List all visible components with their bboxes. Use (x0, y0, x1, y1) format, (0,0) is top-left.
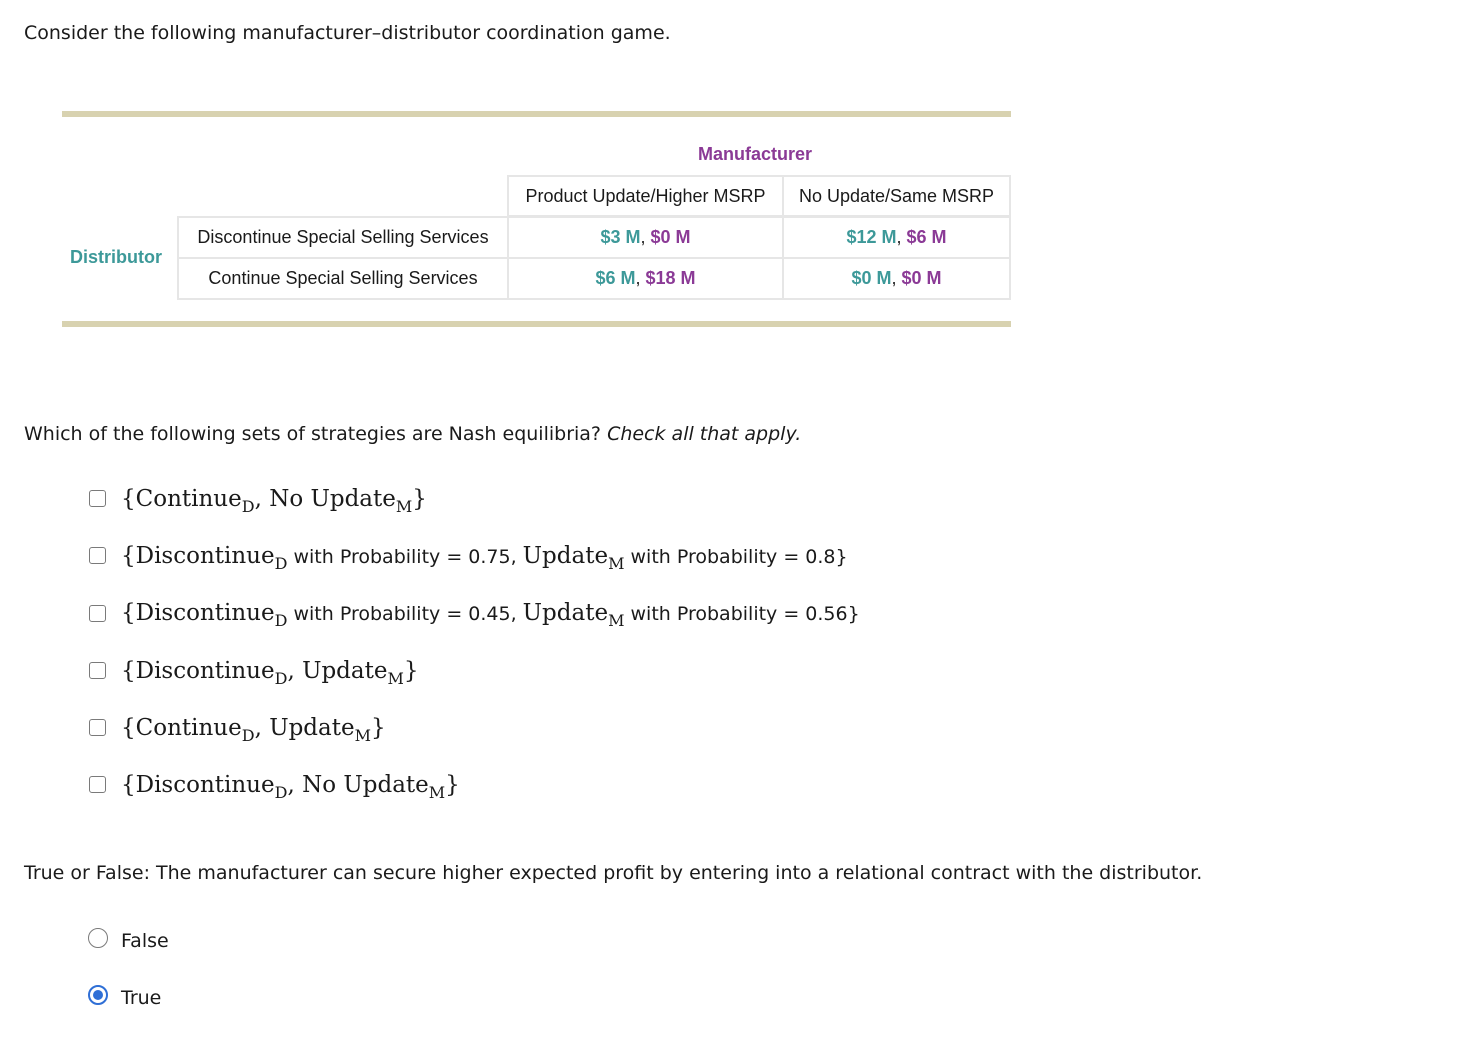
radio-false[interactable] (88, 928, 108, 948)
payoff-cell: $3 M , $0 M (507, 216, 784, 259)
distributor-payoff: $0 M (851, 268, 892, 288)
intro-text: Consider the following manufacturer–distributor coordination game. (24, 22, 671, 44)
checkbox-option-3[interactable] (89, 605, 106, 622)
option-4-label[interactable]: {Discontinue$_D$, Update$_M$} (121, 658, 419, 688)
question-1-instruction: Check all that apply. (607, 423, 802, 445)
distributor-payoff: $3 M (600, 227, 641, 247)
table-top-rule (62, 111, 1011, 117)
manufacturer-payoff: $0 M (901, 268, 942, 288)
row-header-continue: Continue Special Selling Services (177, 257, 509, 300)
payoff-cell: $6 M , $18 M (507, 257, 784, 300)
column-header-no-update: No Update/Same MSRP (782, 175, 1011, 217)
checkbox-option-5[interactable] (89, 719, 106, 736)
table-bottom-rule (62, 321, 1011, 327)
manufacturer-payoff: $6 M (906, 227, 947, 247)
question-2-prompt: True or False: The manufacturer can secure higher expected profit by entering into a relational contract with the distributor. (24, 862, 1203, 884)
option-2-label[interactable]: {Discontinue$_D$ with Probability = 0.75, Update$_M$ with Probability = 0.8} (121, 543, 848, 573)
manufacturer-payoff: $0 M (650, 227, 691, 247)
payoff-cell: $12 M , $6 M (782, 216, 1011, 259)
column-header-update: Product Update/Higher MSRP (507, 175, 784, 217)
option-3-label[interactable]: {Discontinue$_D$ with Probability = 0.45, Update$_M$ with Probability = 0.56} (121, 600, 860, 630)
option-5-label[interactable]: {Continue$_D$, Update$_M$} (121, 715, 386, 745)
checkbox-option-1[interactable] (89, 490, 106, 507)
distributor-payoff: $12 M (846, 227, 897, 247)
checkbox-option-2[interactable] (89, 547, 106, 564)
payoff-cell: $0 M , $0 M (782, 257, 1011, 300)
radio-true[interactable] (88, 985, 108, 1005)
row-header-discontinue: Discontinue Special Selling Services (177, 216, 509, 259)
distributor-payoff: $6 M (595, 268, 636, 288)
option-1-label[interactable]: {Continue$_D$, No Update$_M$} (121, 486, 427, 516)
radio-true-label[interactable]: True (121, 987, 162, 1009)
checkbox-option-6[interactable] (89, 776, 106, 793)
radio-false-label[interactable]: False (121, 930, 169, 952)
option-6-label[interactable]: {Discontinue$_D$, No Update$_M$} (121, 772, 460, 802)
row-player-label: Distributor (70, 247, 162, 267)
question-1-prompt: Which of the following sets of strategies are Nash equilibria? Check all that apply. (24, 423, 802, 445)
checkbox-option-4[interactable] (89, 662, 106, 679)
column-player-label: Manufacturer (698, 144, 813, 164)
manufacturer-payoff: $18 M (645, 268, 696, 288)
